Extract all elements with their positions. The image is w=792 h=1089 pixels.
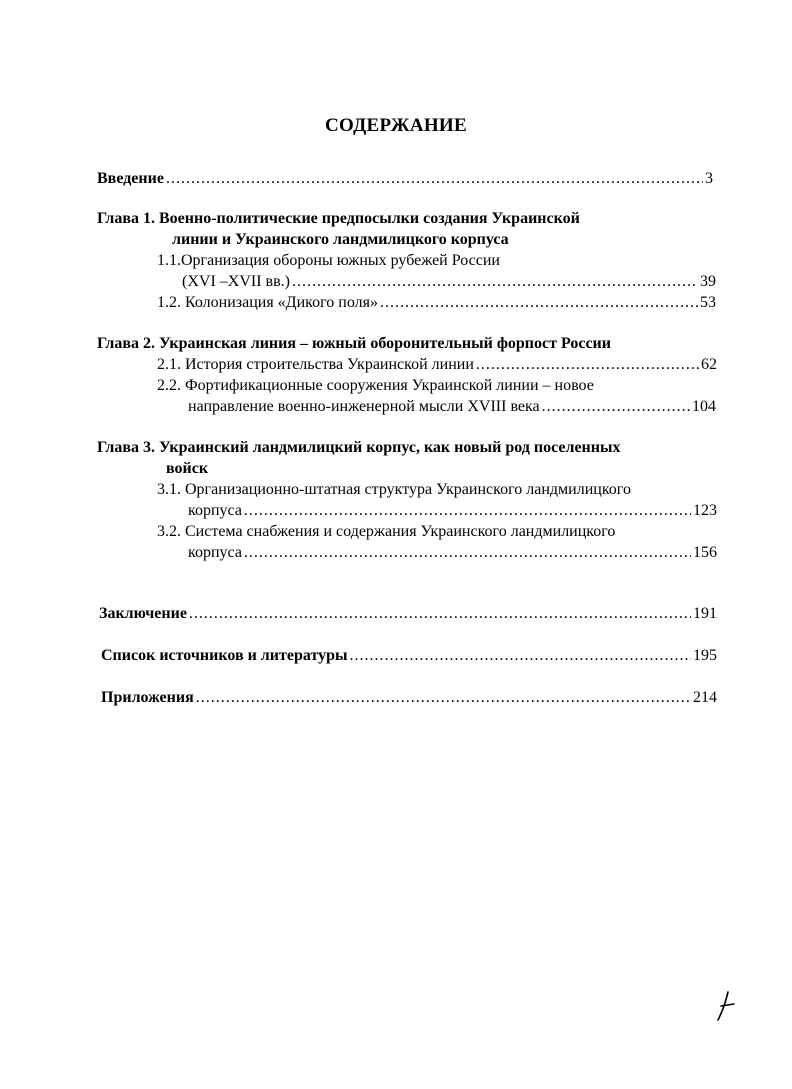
chapter3-heading-line1: Глава 3. Украинский ландмилицкий корпус, как новый род поселенных — [97, 439, 621, 456]
dot-leader — [476, 355, 699, 375]
chapter2-section2-line2: направление военно-инженерной мысли XVIII века — [188, 398, 540, 415]
toc-entry-conclusion — [99, 604, 717, 624]
dot-leader — [166, 169, 703, 189]
dot-leader — [349, 646, 691, 666]
chapter1-section2-entry — [157, 293, 716, 313]
toc-conclusion-page: 191 — [693, 605, 717, 622]
toc-intro-label: Введение — [97, 170, 164, 187]
chapter3-section2-line2: корпуса — [188, 544, 242, 561]
chapter1-section2-page: 53 — [700, 294, 716, 311]
chapter1-heading-line1: Глава 1. Военно-политические предпосылки создания Украинской — [97, 210, 580, 227]
chapter3-section1-page: 123 — [693, 502, 717, 519]
toc-sources-label: Список источников и литературы — [101, 647, 348, 664]
chapter2-section2-line1: 2.2. Фортификационные сооружения Украинской линии – новое — [157, 377, 594, 394]
chapter2-section2-page: 104 — [692, 398, 716, 415]
toc-entry-sources — [101, 646, 717, 666]
page-title: СОДЕРЖАНИЕ — [325, 115, 467, 136]
chapter1-section1-entry — [182, 272, 716, 292]
chapter2-section1-label: 2.1. История строительства Украинской линии — [157, 356, 474, 373]
toc-appendix-label: Приложения — [101, 689, 194, 706]
dot-leader — [542, 397, 690, 417]
chapter3-section1-line1: 3.1. Организационно-штатная структура Украинского ландмилицкого — [157, 481, 631, 498]
toc-entry-intro — [97, 169, 713, 189]
chapter2-heading: Глава 2. Украинская линия – южный оборонительный форпост России — [97, 335, 611, 352]
chapter1-section1-line2: (XVI –XVII вв.) — [182, 273, 290, 290]
chapter3-section1-entry — [188, 501, 717, 521]
dot-leader — [196, 688, 691, 708]
toc-intro-page: 3 — [705, 170, 713, 187]
dot-leader — [380, 293, 698, 313]
chapter2-section1-page: 62 — [701, 356, 717, 373]
chapter3-section2-line1: 3.2. Система снабжения и содержания Украинского ландмилицкого — [157, 523, 616, 540]
chapter2-section1-entry — [157, 355, 717, 375]
chapter1-section2-label: 1.2. Колонизация «Дикого поля» — [157, 294, 378, 311]
chapter3-section1-line2: корпуса — [188, 502, 242, 519]
chapter1-section1-page: 39 — [700, 273, 716, 290]
chapter2-section2-entry — [188, 397, 716, 417]
chapter1-heading-line2: линии и Украинского ландмилицкого корпуса — [172, 231, 509, 248]
toc-sources-page: 195 — [693, 647, 717, 664]
toc-appendix-page: 214 — [693, 689, 717, 706]
dot-leader — [244, 543, 691, 563]
handwritten-page-mark — [712, 990, 740, 1024]
dot-leader — [244, 501, 691, 521]
dot-leader — [292, 272, 698, 292]
dot-leader — [189, 604, 691, 624]
chapter3-heading-line2: войск — [166, 460, 209, 477]
chapter3-section2-entry — [188, 543, 717, 563]
toc-entry-appendix — [101, 688, 717, 708]
chapter3-section2-page: 156 — [693, 544, 717, 561]
chapter1-section1-line1: 1.1.Организация обороны южных рубежей России — [157, 252, 500, 269]
toc-conclusion-label: Заключение — [99, 605, 187, 622]
